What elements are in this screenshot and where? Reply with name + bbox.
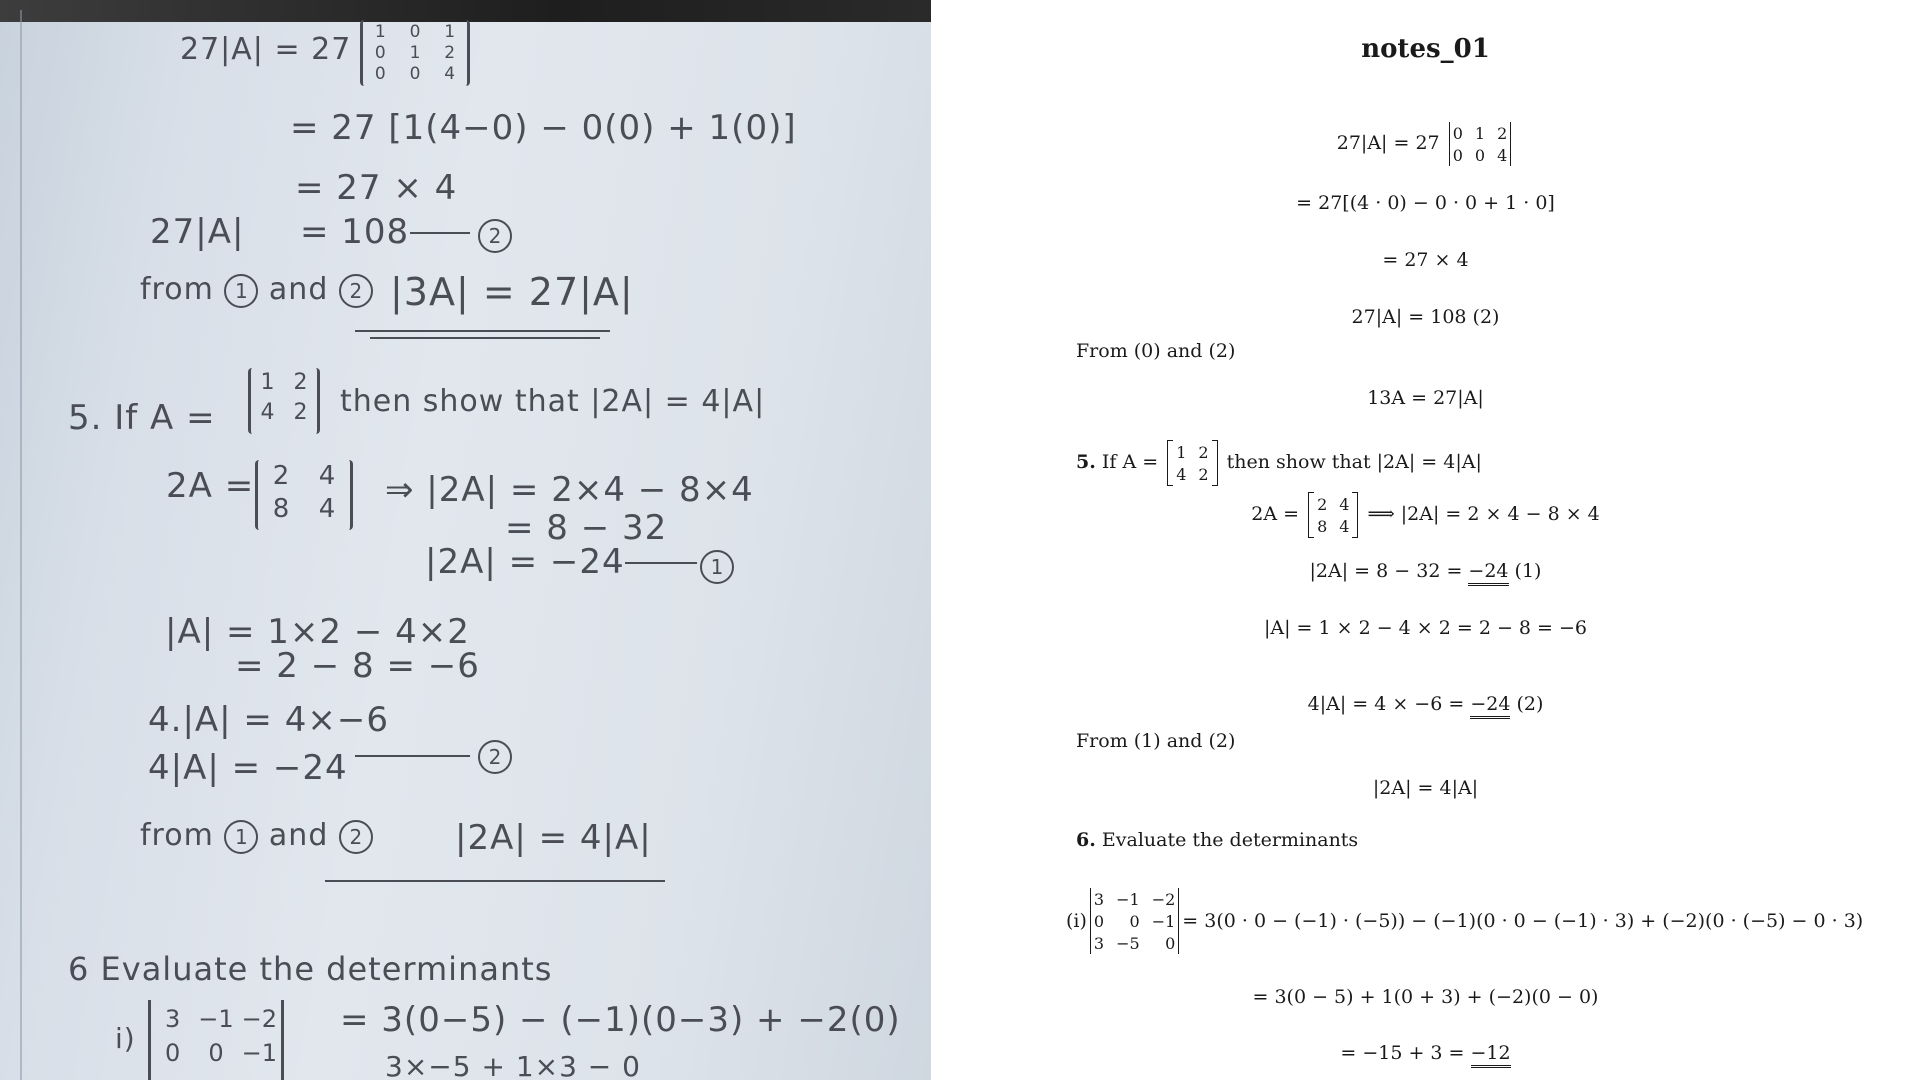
hw-mr1-cell: 2 (272, 461, 290, 491)
hw-r3-ref (700, 545, 734, 585)
bracket-right (1352, 492, 1358, 538)
eq-part: 4|A| = 4 × −6 = (1307, 693, 1471, 715)
eq-line-3: = 27 × 4 (1382, 249, 1469, 271)
eq-row (1066, 888, 1863, 954)
hw-m1-cell: 0 (409, 22, 421, 42)
hw-r1-matrix (255, 460, 353, 530)
matrix-cell: 1 (1474, 123, 1486, 143)
matrix-cell: 4 (1339, 516, 1350, 536)
matrix-cell: 2 (1317, 494, 1328, 514)
matrix-cell: 0 (1452, 145, 1463, 165)
hw-r1-lhs: 2A = (166, 466, 255, 506)
bracket-right (1212, 440, 1218, 486)
hw-q6i-next: 3×−5 + 1×3 − 0 (385, 1050, 641, 1080)
hw-m1-cell: 1 (444, 22, 456, 42)
det-bar-right (1510, 122, 1511, 166)
hw-r2: = 8 − 32 (505, 508, 668, 548)
hw-circle-ref: 2 (339, 820, 373, 854)
matrix-cell: 8 (1317, 516, 1328, 536)
hw-m1-cell: 1 (409, 43, 421, 63)
bracket-left (1308, 492, 1314, 538)
hw-line-1-lhs: 27|A| = 27 (180, 32, 352, 67)
hw-circle-ref: 2 (478, 740, 512, 774)
hw-dash (410, 232, 470, 234)
matrix-cell: −1 (1151, 911, 1176, 931)
eq-lhs: 2A = (1251, 503, 1300, 525)
matrix-cells (1453, 123, 1508, 166)
det-bar-left (1090, 888, 1091, 954)
eq-rhs: ⟹ |2A| = 2 × 4 − 8 × 4 (1367, 503, 1600, 525)
hw-mq6-cell: 3 (165, 1005, 181, 1033)
hw-r5: = 2 − 8 = −6 (235, 646, 480, 686)
hw-and: and (268, 272, 329, 307)
hw-dash (625, 562, 697, 564)
hw-m1-cell: 0 (374, 43, 386, 63)
hw-r8 (140, 818, 373, 854)
eq-line-2: = 27[(4 · 0) − 0 · 0 + 1 · 0] (1296, 192, 1555, 214)
eq-line-4: 27|A| = 108 (2) (1351, 306, 1500, 328)
hw-m1-cell: 2 (444, 43, 456, 63)
hw-from: from (140, 818, 214, 853)
eq-result-2A: |2A| = 4|A| (1372, 777, 1479, 799)
matrix-cell: −1 (1116, 889, 1140, 909)
eq-determinant-i (1066, 888, 1863, 954)
hw-r4: |A| = 1×2 − 4×2 (165, 612, 470, 652)
question-5 (1076, 440, 1482, 486)
hw-circle-ref: 2 (478, 219, 512, 253)
question-number: 5. (1076, 451, 1096, 473)
matrix-A (1164, 440, 1220, 486)
text-from-1-and-2: From (1) and (2) (1076, 730, 1236, 752)
hw-underline (355, 330, 610, 332)
matrix-cells (1094, 889, 1175, 954)
hw-line-4-lhs: 27|A| (150, 212, 245, 252)
item-label: (i) (1066, 910, 1087, 932)
hw-mq5-cell: 2 (293, 400, 308, 425)
hw-line-4-rhs: = 108 (300, 212, 410, 252)
hw-line-2: = 27 [1(4−0) − 0(0) + 1(0)] (290, 108, 797, 148)
question-5-statement: then show that |2A| = 4|A| (1226, 451, 1482, 473)
document-title: notes_01 (1361, 34, 1490, 64)
matrix-2A (1305, 492, 1361, 538)
matrix-cells (1176, 442, 1208, 485)
hw-q6i-matrix (148, 1000, 284, 1080)
matrix-cell: 4 (1497, 145, 1508, 165)
hw-dash (355, 755, 470, 757)
hw-mq5-cell: 4 (260, 400, 275, 425)
eq-expansion: = 3(0 − 5) + 1(0 + 3) + (−2)(0 − 0) (1252, 986, 1599, 1008)
determinant-2x3 (1446, 122, 1515, 166)
hw-r7: 4|A| = −24 (148, 748, 348, 788)
hw-line-1-matrix (360, 20, 470, 86)
matrix-cell: 2 (1497, 123, 1508, 143)
matrix-cell: 0 (1129, 911, 1140, 931)
eq-lhs: 27|A| = 27 (1336, 132, 1440, 154)
question-number: 6. (1076, 829, 1096, 851)
hw-underline (325, 880, 665, 882)
matrix-cell: 0 (1165, 933, 1176, 953)
matrix-cell: 4 (1339, 494, 1350, 514)
eq-4A-value (931, 693, 1920, 715)
hw-mq5-cell: 1 (260, 370, 275, 395)
hw-m1-cell: 1 (374, 22, 386, 42)
matrix-cell: 0 (1474, 145, 1486, 165)
matrix-cell: 1 (1176, 442, 1187, 462)
hw-r6: 4.|A| = 4×−6 (148, 700, 389, 740)
hw-q5-lead: 5. If A = (68, 398, 216, 438)
hw-line-4-ref (478, 214, 512, 254)
hw-q5-statement: then show that |2A| = 4|A| (340, 384, 766, 419)
eq-result-13A: 13A = 27|A| (1367, 387, 1484, 409)
hw-m1-cell: 0 (409, 64, 421, 84)
matrix-cell: −5 (1116, 933, 1140, 953)
double-underlined-value: −24 (1468, 560, 1508, 586)
hw-mq6-cell: −1 (198, 1005, 234, 1033)
eq-2A-matrix (931, 492, 1920, 538)
matrix-cell: 2 (1198, 464, 1209, 484)
hw-and: and (268, 818, 329, 853)
eq-label: (2) (1510, 693, 1544, 715)
matrix-cell: 3 (1093, 933, 1105, 953)
hw-m1-cell: 0 (374, 64, 386, 84)
hw-circle-ref: 1 (224, 820, 258, 854)
hw-r1-rhs: ⇒ |2A| = 2×4 − 8×4 (385, 470, 754, 510)
hw-mq6-cell: 0 (165, 1039, 181, 1067)
hw-mq6-cell: −2 (241, 1005, 278, 1033)
hw-mq6-cell: 0 (208, 1039, 224, 1067)
question-6 (1076, 829, 1358, 851)
matrix-cell: 0 (1452, 123, 1463, 143)
hw-circle-ref: 1 (700, 550, 734, 584)
question-5-lead: If A = (1101, 451, 1159, 473)
hw-m1-cell: 4 (444, 64, 456, 84)
hw-r7-ref (478, 735, 512, 775)
eq-rhs: = 3(0 · 0 − (−1) · (−5)) − (−1)(0 · 0 − (−1) · 3) + (−2)(0 · (−5) − 0 · 3) (1182, 910, 1864, 932)
matrix-cell: 4 (1176, 464, 1187, 484)
eq-A-value: |A| = 1 × 2 − 4 × 2 = 2 − 8 = −6 (1263, 617, 1588, 639)
hw-mr1-cell: 4 (318, 494, 336, 524)
handwritten-notes-photo (0, 0, 931, 1080)
hw-circle-ref: 2 (339, 274, 373, 308)
bracket-left (1167, 440, 1173, 486)
hw-r3: |2A| = −24 (425, 542, 625, 582)
text-from-0-and-2: From (0) and (2) (1076, 340, 1236, 362)
eq-2A-value (931, 560, 1920, 582)
hw-line-3: = 27 × 4 (295, 168, 458, 208)
notebook-margin-line (20, 10, 22, 1080)
eq-part: |2A| = 8 − 32 = (1309, 560, 1469, 582)
question-6-text: Evaluate the determinants (1101, 829, 1359, 851)
matrix-cells (1317, 494, 1349, 537)
double-underlined-value: −12 (1471, 1042, 1511, 1068)
hw-q6-heading: 6 Evaluate the determinants (68, 950, 553, 988)
hw-mq6-cell: −1 (241, 1039, 278, 1067)
matrix-cell: 0 (1093, 911, 1105, 931)
hw-mq5-cell: 2 (293, 370, 308, 395)
matrix-cell: 3 (1093, 889, 1105, 909)
hw-from: from (140, 272, 214, 307)
hw-circle-ref: 1 (224, 274, 258, 308)
double-underlined-value: −24 (1470, 693, 1510, 719)
hw-q5-matrix (248, 368, 320, 434)
eq-final (931, 1042, 1920, 1064)
hw-q6i-label: i) (115, 1022, 136, 1055)
hw-line-5-result: |3A| = 27|A| (390, 270, 634, 314)
typeset-notes (931, 0, 1920, 1080)
matrix-cell: −2 (1151, 889, 1176, 909)
matrix-cell: 2 (1198, 442, 1209, 462)
hw-mr1-cell: 8 (272, 494, 290, 524)
photo-dark-edge (0, 0, 931, 22)
hw-line-5 (140, 272, 373, 308)
eq-27A-determinant (931, 122, 1920, 166)
det-bar-right (1178, 888, 1179, 954)
hw-mr1-cell: 4 (318, 461, 336, 491)
hw-r8-result: |2A| = 4|A| (455, 818, 652, 858)
eq-label: (1) (1508, 560, 1542, 582)
hw-underline (370, 337, 600, 339)
eq-part: = −15 + 3 = (1340, 1042, 1471, 1064)
det-bar-left (1449, 122, 1450, 166)
hw-q6i-expansion: = 3(0−5) − (−1)(0−3) + −2(0) (340, 1000, 901, 1040)
